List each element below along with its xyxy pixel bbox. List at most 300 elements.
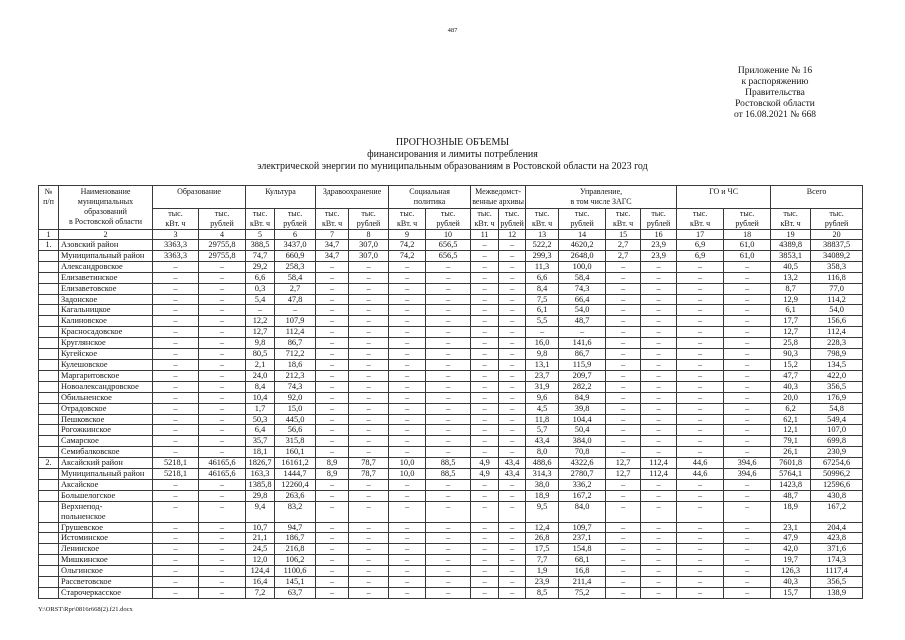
row-number: 2. xyxy=(39,458,59,469)
row-value: – xyxy=(199,501,246,522)
row-number xyxy=(39,305,59,316)
row-value: 422,0 xyxy=(811,370,863,381)
row-value: – xyxy=(606,522,641,533)
row-value: 4389,8 xyxy=(771,240,811,251)
row-value: 156,6 xyxy=(811,316,863,327)
row-number xyxy=(39,359,59,370)
row-value: – xyxy=(349,272,389,283)
row-value: 34,7 xyxy=(316,250,349,261)
row-value: 54,0 xyxy=(559,305,606,316)
row-value: – xyxy=(426,501,471,522)
row-value: – xyxy=(471,555,499,566)
row-name: Новоалександровское xyxy=(59,381,153,392)
table-row xyxy=(39,458,863,469)
row-value: – xyxy=(389,555,426,566)
table-row xyxy=(39,294,863,305)
row-value: 356,5 xyxy=(811,381,863,392)
row-value: – xyxy=(499,447,526,458)
row-number xyxy=(39,327,59,338)
row-value: – xyxy=(349,316,389,327)
table-row xyxy=(39,425,863,436)
row-value: 6,1 xyxy=(526,305,559,316)
row-value: 8,4 xyxy=(246,381,275,392)
row-value: – xyxy=(199,294,246,305)
row-value: – xyxy=(316,479,349,490)
row-value: 1444,7 xyxy=(275,469,316,480)
row-value: 26,1 xyxy=(771,447,811,458)
column-number: 17 xyxy=(677,230,724,240)
row-value: – xyxy=(499,349,526,360)
column-number: 6 xyxy=(275,230,316,240)
title-line: электрической энергии по муниципальным образованиям в Ростовской области на 2023 год xyxy=(257,161,648,172)
row-name: Мишкинское xyxy=(59,555,153,566)
row-value: 107,9 xyxy=(275,316,316,327)
row-value: – xyxy=(199,479,246,490)
row-value: – xyxy=(426,272,471,283)
row-value: – xyxy=(389,403,426,414)
row-value: – xyxy=(471,316,499,327)
row-name: Кулешовское xyxy=(59,359,153,370)
row-value: 15,0 xyxy=(275,403,316,414)
row-value: 7,7 xyxy=(526,555,559,566)
row-name: Аксайское xyxy=(59,479,153,490)
row-value: 656,5 xyxy=(426,250,471,261)
row-name: Калиновское xyxy=(59,316,153,327)
row-number xyxy=(39,544,59,555)
row-value: 660,9 xyxy=(275,250,316,261)
row-value: – xyxy=(641,381,677,392)
row-value: – xyxy=(499,359,526,370)
row-value: – xyxy=(606,327,641,338)
row-value: 74,3 xyxy=(275,381,316,392)
row-value: 8,0 xyxy=(526,447,559,458)
row-value: – xyxy=(349,436,389,447)
row-value: 112,4 xyxy=(641,469,677,480)
row-value: – xyxy=(426,566,471,577)
row-value: 230,9 xyxy=(811,447,863,458)
row-value: – xyxy=(426,381,471,392)
row-value: 126,3 xyxy=(771,566,811,577)
row-value: 40,3 xyxy=(771,577,811,588)
row-value: – xyxy=(641,261,677,272)
table-row xyxy=(39,588,863,599)
row-value: – xyxy=(677,381,724,392)
row-value: – xyxy=(199,414,246,425)
row-value: 9,8 xyxy=(526,349,559,360)
row-value: 94,7 xyxy=(275,522,316,533)
row-value: 112,4 xyxy=(275,327,316,338)
table-row xyxy=(39,577,863,588)
row-value: 56,6 xyxy=(275,425,316,436)
row-value: – xyxy=(426,555,471,566)
row-value: 88,5 xyxy=(426,469,471,480)
row-value: 112,4 xyxy=(811,327,863,338)
row-value: – xyxy=(316,370,349,381)
row-value: – xyxy=(389,577,426,588)
row-value: – xyxy=(316,316,349,327)
row-value: – xyxy=(316,447,349,458)
header-group-social-policy: Социальная политика xyxy=(389,186,471,209)
row-value: – xyxy=(316,566,349,577)
table-row xyxy=(39,283,863,294)
unit-header: тыс. кВт. ч xyxy=(389,209,426,230)
row-value: – xyxy=(499,316,526,327)
row-value: – xyxy=(677,294,724,305)
unit-header: тыс. рублей xyxy=(724,209,771,230)
unit-header: тыс. кВт. ч xyxy=(677,209,724,230)
row-value: – xyxy=(316,436,349,447)
row-value: – xyxy=(426,316,471,327)
row-value: – xyxy=(471,305,499,316)
row-value: – xyxy=(349,261,389,272)
row-value: 12260,4 xyxy=(275,479,316,490)
row-value: 138,9 xyxy=(811,588,863,599)
row-value: – xyxy=(316,577,349,588)
row-number xyxy=(39,577,59,588)
row-value: – xyxy=(471,392,499,403)
row-number xyxy=(39,250,59,261)
header-row xyxy=(39,186,863,209)
row-value: – xyxy=(153,490,199,501)
row-number xyxy=(39,469,59,480)
row-value: 25,8 xyxy=(771,338,811,349)
row-value: 174,3 xyxy=(811,555,863,566)
row-value: 29,2 xyxy=(246,261,275,272)
row-name: Старочеркасское xyxy=(59,588,153,599)
row-value: 58,4 xyxy=(559,272,606,283)
row-value: – xyxy=(606,305,641,316)
row-value: 104,4 xyxy=(559,414,606,425)
row-number xyxy=(39,447,59,458)
row-value: – xyxy=(724,490,771,501)
row-value: – xyxy=(316,305,349,316)
page-number: 487 xyxy=(447,27,458,34)
row-value: – xyxy=(641,447,677,458)
row-value: 92,0 xyxy=(275,392,316,403)
row-value: – xyxy=(426,436,471,447)
row-value: 50,3 xyxy=(246,414,275,425)
row-value: 6,6 xyxy=(246,272,275,283)
table-row xyxy=(39,522,863,533)
row-value: – xyxy=(677,588,724,599)
row-value: – xyxy=(389,392,426,403)
row-value: 23,7 xyxy=(526,370,559,381)
row-value: 6,6 xyxy=(526,272,559,283)
table-row xyxy=(39,370,863,381)
table-row xyxy=(39,490,863,501)
row-value: – xyxy=(606,283,641,294)
row-value: 61,0 xyxy=(724,250,771,261)
row-value: – xyxy=(606,414,641,425)
row-value: – xyxy=(426,305,471,316)
column-number: 1 xyxy=(39,230,59,240)
row-name: Большелогское xyxy=(59,490,153,501)
row-value: – xyxy=(349,294,389,305)
row-name: Ленинское xyxy=(59,544,153,555)
row-value: 10,4 xyxy=(246,392,275,403)
row-value: – xyxy=(499,544,526,555)
header-group-civil-defense: ГО и ЧС xyxy=(677,186,771,209)
row-value: – xyxy=(606,272,641,283)
row-value: – xyxy=(606,316,641,327)
row-value: – xyxy=(471,327,499,338)
row-name: Обильненское xyxy=(59,392,153,403)
row-value: – xyxy=(153,425,199,436)
row-value: – xyxy=(426,447,471,458)
row-value: 2,7 xyxy=(606,240,641,251)
row-value: – xyxy=(471,490,499,501)
row-name: Семибалковское xyxy=(59,447,153,458)
unit-header-row xyxy=(39,209,863,230)
header-number: № п/п xyxy=(39,186,59,230)
row-value: 4,9 xyxy=(471,469,499,480)
row-value: 5218,1 xyxy=(153,469,199,480)
row-value: – xyxy=(499,283,526,294)
row-value: 314,3 xyxy=(526,469,559,480)
row-value: – xyxy=(677,533,724,544)
row-value: 88,5 xyxy=(426,458,471,469)
row-value: – xyxy=(389,381,426,392)
row-value: – xyxy=(316,381,349,392)
row-value: – xyxy=(349,544,389,555)
row-value: – xyxy=(724,283,771,294)
unit-header: тыс. рублей xyxy=(559,209,606,230)
row-value: 23,9 xyxy=(526,577,559,588)
row-value: 336,2 xyxy=(559,479,606,490)
row-value: – xyxy=(153,577,199,588)
row-value: – xyxy=(499,522,526,533)
row-value: 11,3 xyxy=(526,261,559,272)
row-value: 9,8 xyxy=(246,338,275,349)
row-value: – xyxy=(606,544,641,555)
row-value: 394,6 xyxy=(724,458,771,469)
row-value: – xyxy=(199,261,246,272)
row-value: – xyxy=(559,327,606,338)
row-value: – xyxy=(199,403,246,414)
row-value: 6,4 xyxy=(246,425,275,436)
row-value: – xyxy=(426,359,471,370)
row-value: 307,0 xyxy=(349,240,389,251)
row-value: – xyxy=(677,436,724,447)
row-value: 63,7 xyxy=(275,588,316,599)
row-value: – xyxy=(606,577,641,588)
row-value: – xyxy=(199,566,246,577)
row-value: 282,2 xyxy=(559,381,606,392)
row-value: – xyxy=(471,544,499,555)
row-value: – xyxy=(471,272,499,283)
column-number: 8 xyxy=(349,230,389,240)
document-title xyxy=(0,137,905,173)
row-value: – xyxy=(724,359,771,370)
row-name: Рогожкинское xyxy=(59,425,153,436)
row-value: – xyxy=(199,305,246,316)
row-number xyxy=(39,588,59,599)
header-group-archives: Межведомст- венные архивы xyxy=(471,186,526,209)
row-value: – xyxy=(724,381,771,392)
row-value: – xyxy=(316,588,349,599)
table-row xyxy=(39,240,863,251)
row-value: 84,9 xyxy=(559,392,606,403)
row-value: 115,9 xyxy=(559,359,606,370)
column-number: 11 xyxy=(471,230,499,240)
appendix-line: Правительства xyxy=(745,88,805,98)
row-value: – xyxy=(349,533,389,544)
row-value: – xyxy=(199,349,246,360)
header-group-culture: Культура xyxy=(246,186,316,209)
row-value: 5218,1 xyxy=(153,458,199,469)
row-value: – xyxy=(724,305,771,316)
row-value: 84,0 xyxy=(559,501,606,522)
column-number: 12 xyxy=(499,230,526,240)
row-value: – xyxy=(426,490,471,501)
column-number: 20 xyxy=(811,230,863,240)
row-value: 307,0 xyxy=(349,250,389,261)
row-value: – xyxy=(724,447,771,458)
row-value: – xyxy=(606,370,641,381)
unit-header: тыс. рублей xyxy=(275,209,316,230)
row-value: – xyxy=(153,370,199,381)
row-value: 12,4 xyxy=(526,522,559,533)
row-value: – xyxy=(316,392,349,403)
row-value: 62,1 xyxy=(771,414,811,425)
row-value: 23,1 xyxy=(771,522,811,533)
row-value: 19,7 xyxy=(771,555,811,566)
row-value: 47,9 xyxy=(771,533,811,544)
row-value: 9,5 xyxy=(526,501,559,522)
row-name: Пешковское xyxy=(59,414,153,425)
row-value: 4322,6 xyxy=(559,458,606,469)
row-value: 17,5 xyxy=(526,544,559,555)
row-value: 18,1 xyxy=(246,447,275,458)
row-value: – xyxy=(499,414,526,425)
row-name: Маргаритовское xyxy=(59,370,153,381)
row-value: 8,5 xyxy=(526,588,559,599)
row-value: – xyxy=(641,588,677,599)
row-value: – xyxy=(471,403,499,414)
row-value: – xyxy=(349,479,389,490)
column-number: 13 xyxy=(526,230,559,240)
row-name: Задонское xyxy=(59,294,153,305)
appendix-line: к распоряжению xyxy=(741,77,809,87)
row-value: 6,2 xyxy=(771,403,811,414)
row-value: 16161,2 xyxy=(275,458,316,469)
row-value: – xyxy=(499,588,526,599)
row-value: 21,1 xyxy=(246,533,275,544)
table-row xyxy=(39,359,863,370)
row-value: 5,5 xyxy=(526,316,559,327)
table-row xyxy=(39,250,863,261)
row-value: – xyxy=(316,555,349,566)
row-value: – xyxy=(606,533,641,544)
row-value: 42,0 xyxy=(771,544,811,555)
row-value: 74,2 xyxy=(389,250,426,261)
row-value: – xyxy=(389,338,426,349)
row-name: Елизаветинское xyxy=(59,272,153,283)
row-value: – xyxy=(153,447,199,458)
row-value: – xyxy=(426,349,471,360)
row-value: – xyxy=(389,316,426,327)
table-row xyxy=(39,436,863,447)
row-value: 9,6 xyxy=(526,392,559,403)
row-number xyxy=(39,370,59,381)
row-value: – xyxy=(153,316,199,327)
row-value: 356,5 xyxy=(811,577,863,588)
row-value: 8,7 xyxy=(771,283,811,294)
row-value: – xyxy=(641,392,677,403)
row-value: – xyxy=(426,414,471,425)
row-value: – xyxy=(641,555,677,566)
row-value: – xyxy=(677,349,724,360)
row-value: 1385,8 xyxy=(246,479,275,490)
row-value: – xyxy=(389,490,426,501)
row-value: – xyxy=(316,425,349,436)
row-value: – xyxy=(426,261,471,272)
row-value: 43,4 xyxy=(499,458,526,469)
header-group-education: Образование xyxy=(153,186,246,209)
column-number: 3 xyxy=(153,230,199,240)
header-group-healthcare: Здравоохранение xyxy=(316,186,389,209)
row-value: – xyxy=(199,588,246,599)
row-value: – xyxy=(724,501,771,522)
unit-header: тыс. рублей xyxy=(500,209,524,228)
table-row xyxy=(39,447,863,458)
row-value: 79,1 xyxy=(771,436,811,447)
row-value: 384,0 xyxy=(559,436,606,447)
row-value: – xyxy=(606,479,641,490)
row-value: 5,4 xyxy=(246,294,275,305)
row-number xyxy=(39,338,59,349)
row-value: – xyxy=(153,414,199,425)
row-value: 12,7 xyxy=(606,458,641,469)
table-row xyxy=(39,566,863,577)
row-value: – xyxy=(349,327,389,338)
row-value: – xyxy=(199,338,246,349)
row-value: – xyxy=(471,261,499,272)
row-value: 3363,3 xyxy=(153,240,199,251)
row-value: – xyxy=(499,577,526,588)
row-value: – xyxy=(153,261,199,272)
row-value: 40,3 xyxy=(771,381,811,392)
row-value: – xyxy=(641,403,677,414)
row-value: – xyxy=(641,479,677,490)
row-value: 1,7 xyxy=(246,403,275,414)
row-name: Ольгинское xyxy=(59,566,153,577)
row-value: – xyxy=(606,338,641,349)
column-number: 5 xyxy=(246,230,275,240)
row-value: – xyxy=(499,240,526,251)
row-number xyxy=(39,392,59,403)
row-number xyxy=(39,261,59,272)
row-value: 12,0 xyxy=(246,555,275,566)
row-value: – xyxy=(677,283,724,294)
row-value: – xyxy=(641,272,677,283)
header-name: Наименование муниципальных образований в Ростовской области xyxy=(59,186,153,230)
row-value: 54,8 xyxy=(811,403,863,414)
row-value: – xyxy=(316,261,349,272)
row-value: – xyxy=(641,349,677,360)
row-value: – xyxy=(499,479,526,490)
row-number xyxy=(39,414,59,425)
row-value: – xyxy=(153,544,199,555)
row-value: 18,6 xyxy=(275,359,316,370)
row-value: 549,4 xyxy=(811,414,863,425)
row-value: – xyxy=(275,305,316,316)
row-name: Александровское xyxy=(59,261,153,272)
row-value: – xyxy=(316,501,349,522)
row-value: – xyxy=(677,577,724,588)
row-value: – xyxy=(606,403,641,414)
row-value: – xyxy=(724,436,771,447)
